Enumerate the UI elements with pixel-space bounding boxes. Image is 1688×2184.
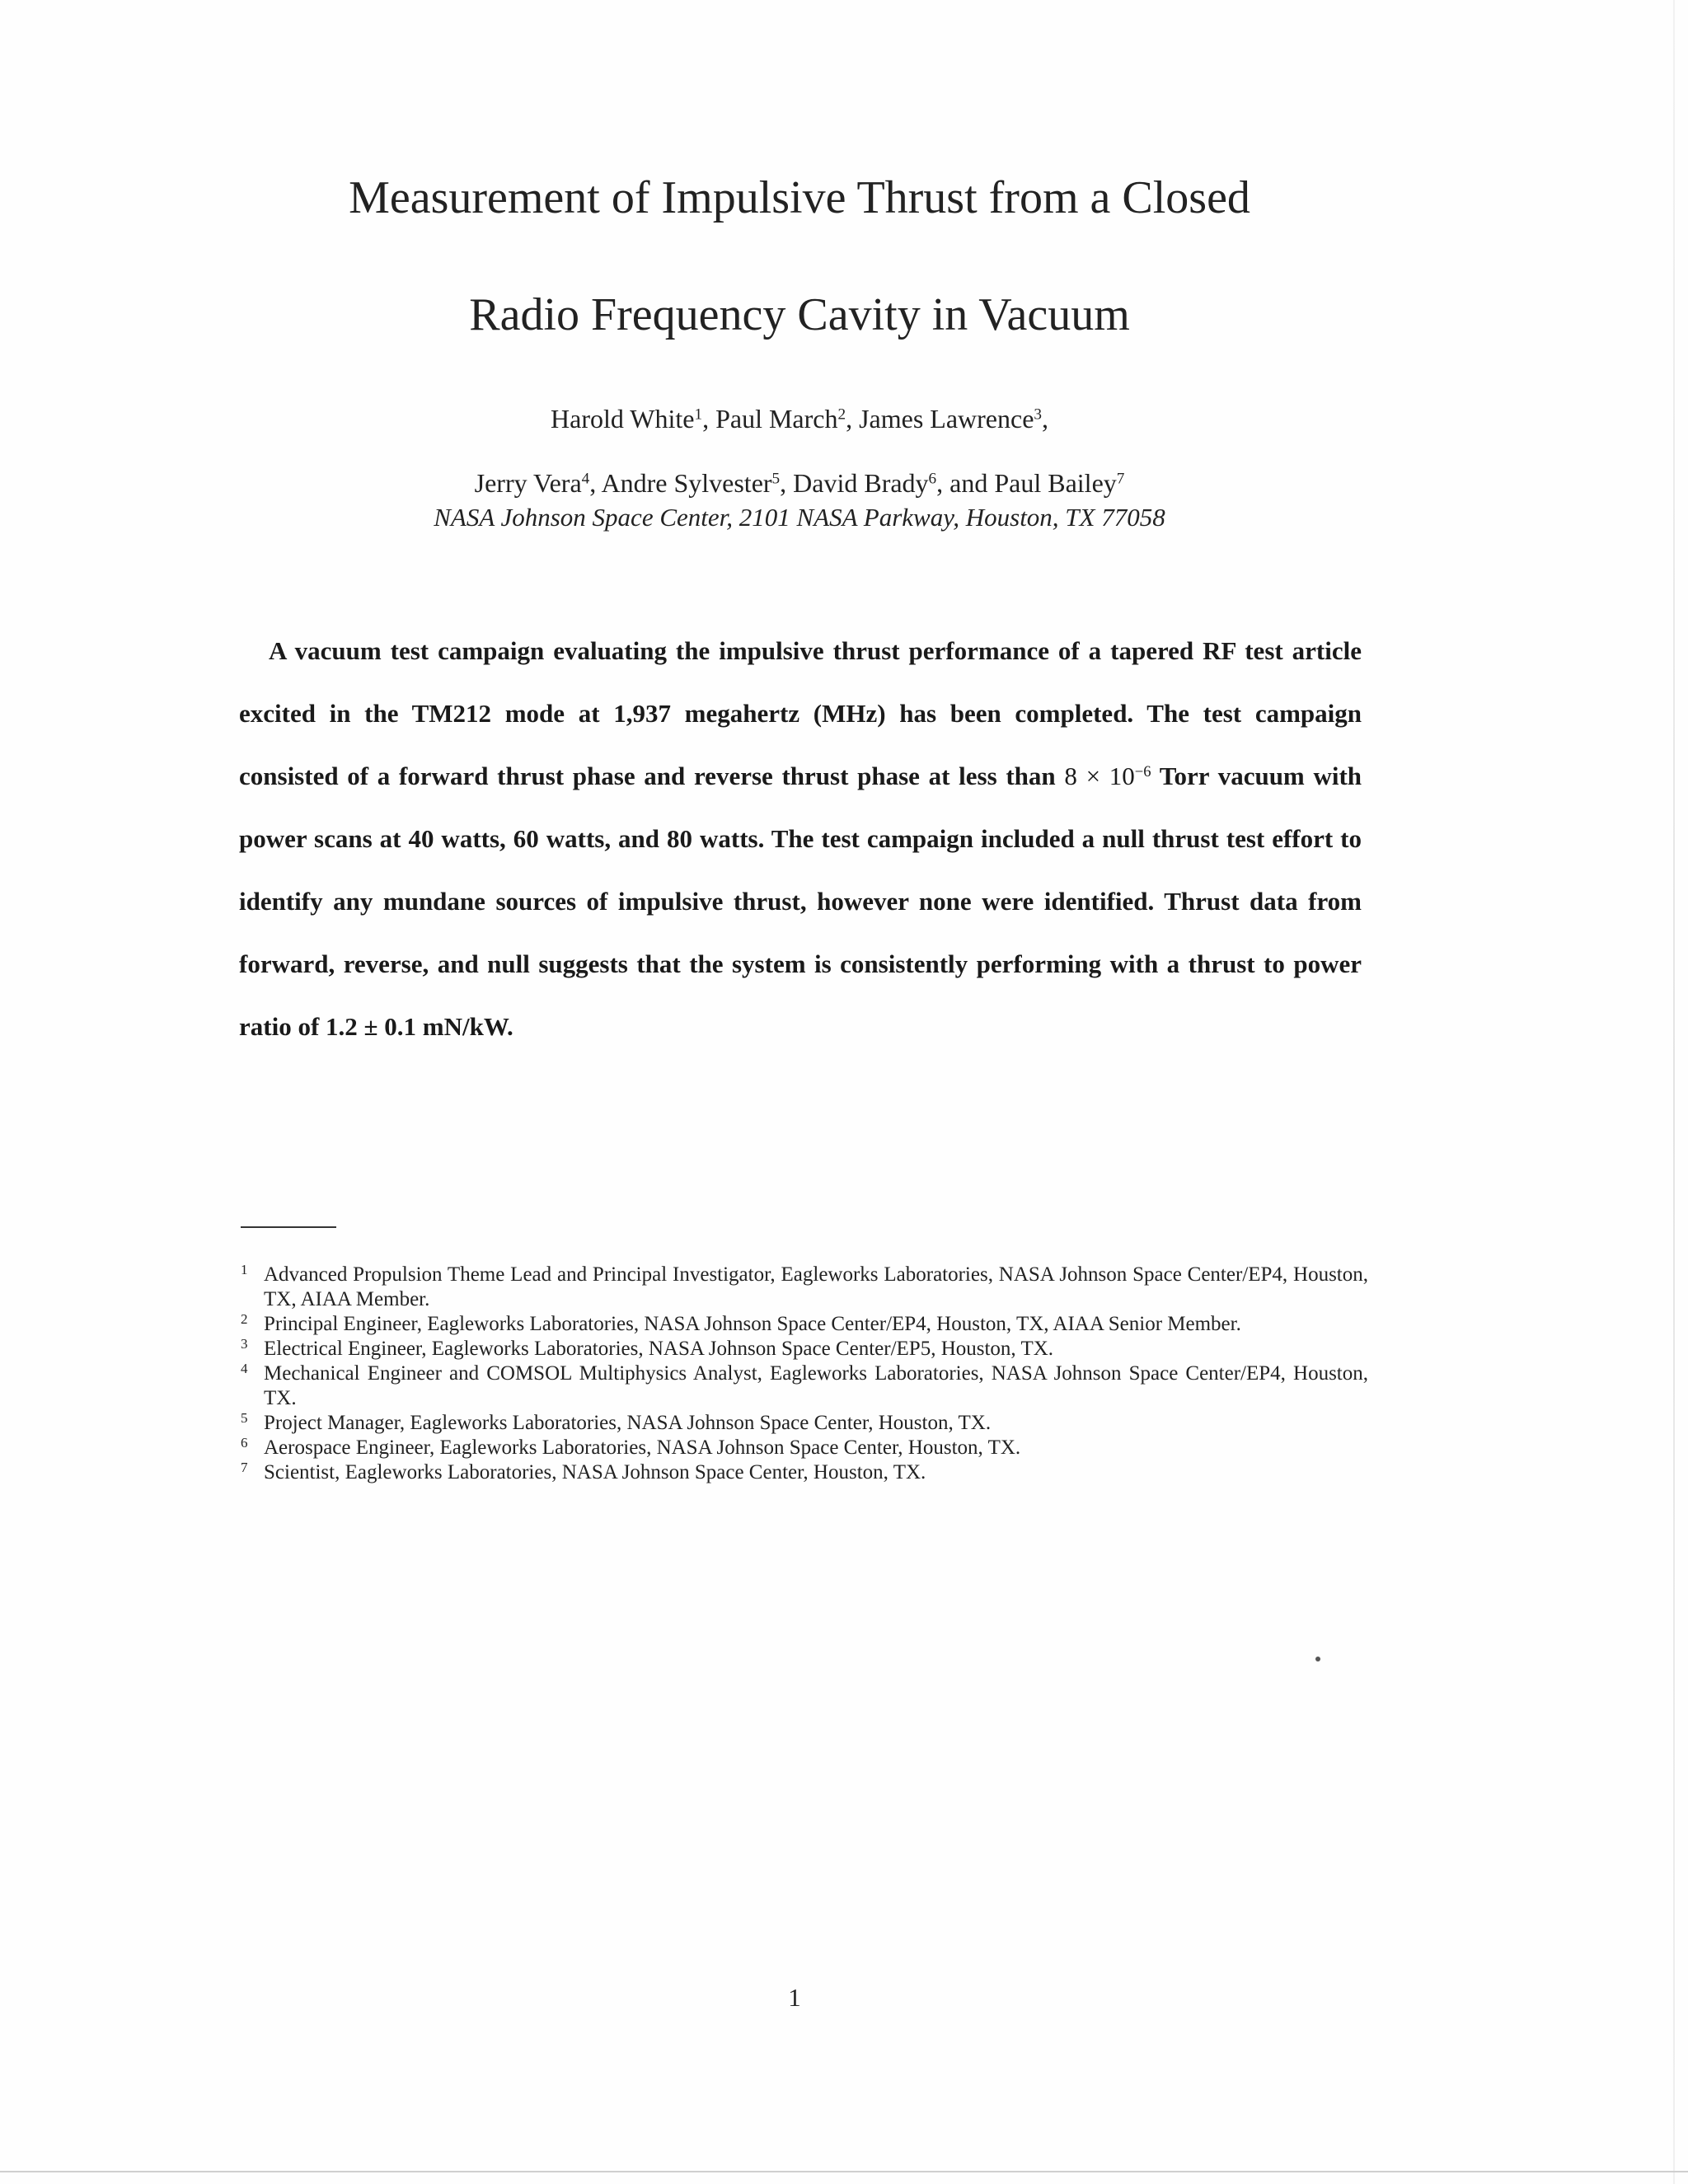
author-mark: 5 xyxy=(771,470,781,488)
paper-title-line-1: Measurement of Impulsive Thrust from a Closed xyxy=(349,172,1250,223)
footnote-number: 5 xyxy=(241,1410,248,1426)
footnote-number: 3 xyxy=(241,1336,248,1352)
author-separator: , xyxy=(780,468,794,498)
author-name: Harold White xyxy=(551,404,695,434)
author-name: David Brady xyxy=(793,468,929,498)
author-mark: 3 xyxy=(1034,405,1042,424)
author-name: Paul Bailey xyxy=(994,468,1117,498)
pressure-math-exponent: −6 xyxy=(1134,762,1151,780)
author-name: Paul March xyxy=(715,404,838,434)
author-name: Jerry Vera xyxy=(474,468,582,498)
footnote-number: 1 xyxy=(241,1262,248,1277)
footnote-number: 7 xyxy=(241,1460,248,1475)
scan-edge-bottom xyxy=(0,2171,1688,2172)
author-line-2 xyxy=(0,468,1599,499)
author-mark: 4 xyxy=(581,470,590,488)
page-number: 1 xyxy=(788,1983,801,2012)
footnote-item xyxy=(241,1263,1368,1312)
footnote-text: Principal Engineer, Eagleworks Laboratories, NASA Johnson Space Center/EP4, Houston, TX, AIAA Senior Member. xyxy=(264,1313,1241,1335)
abstract-text-part-1: A vacuum test campaign evaluating the impulsive thrust performance of a tapered RF test article excited in the TM212 mode at 1,937 megahertz (MHz) has been completed. The test campaign consisted of a forward thrust phase and reverse thrust phase at less than xyxy=(239,636,1362,790)
footnote-number: 6 xyxy=(241,1435,248,1451)
author-line-1 xyxy=(0,404,1599,434)
author-separator: , and xyxy=(936,468,995,498)
affiliation: NASA Johnson Space Center, 2101 NASA Parkway, Houston, TX 77058 xyxy=(434,503,1165,532)
scan-edge-right xyxy=(1673,0,1675,2184)
author-mark: 1 xyxy=(694,405,703,424)
author-separator: , xyxy=(846,404,860,434)
author-separator: , xyxy=(1041,404,1048,434)
abstract xyxy=(239,620,1362,1058)
author-name: Andre Sylvester xyxy=(601,468,772,498)
footnote-item xyxy=(241,1337,1368,1361)
footnote-number: 4 xyxy=(241,1361,248,1376)
author-mark: 6 xyxy=(928,470,937,488)
footnote-number: 2 xyxy=(241,1311,248,1327)
author-mark: 7 xyxy=(1116,470,1125,488)
pressure-math xyxy=(1064,762,1151,790)
scan-speck xyxy=(1315,1657,1320,1661)
paper-title-line-2: Radio Frequency Cavity in Vacuum xyxy=(469,289,1130,340)
author-name: James Lawrence xyxy=(859,404,1034,434)
footnote-rule xyxy=(241,1226,336,1228)
footnotes-list xyxy=(241,1263,1368,1485)
footnote-text: Mechanical Engineer and COMSOL Multiphysics Analyst, Eagleworks Laboratories, NASA Johnson Space Center/EP4, Houston, TX. xyxy=(264,1362,1368,1409)
footnote-item xyxy=(241,1312,1368,1337)
abstract-text-part-2: Torr vacuum with power scans at 40 watts, 60 watts, and 80 watts. The test campaign included a null thrust test effort to identify any mundane sources of impulsive thrust, however none were identified. Thrust data from forward, reverse, and null suggests that the system is consistently performing with a thrust to power ratio of 1.2 ± 0.1 mN/kW. xyxy=(239,762,1362,1041)
footnote-text: Scientist, Eagleworks Laboratories, NASA Johnson Space Center, Houston, TX. xyxy=(264,1461,926,1483)
footnote-item xyxy=(241,1411,1368,1436)
pressure-math-base: 8 × 10 xyxy=(1064,762,1135,790)
footnote-item xyxy=(241,1460,1368,1485)
footnote-text: Electrical Engineer, Eagleworks Laboratories, NASA Johnson Space Center/EP5, Houston, TX. xyxy=(264,1338,1054,1360)
footnote-text: Aerospace Engineer, Eagleworks Laboratories, NASA Johnson Space Center, Houston, TX. xyxy=(264,1436,1021,1459)
author-separator: , xyxy=(702,404,716,434)
author-mark: 2 xyxy=(837,405,846,424)
footnote-item xyxy=(241,1361,1368,1411)
footnote-text: Project Manager, Eagleworks Laboratories, NASA Johnson Space Center, Houston, TX. xyxy=(264,1412,992,1434)
footnote-text: Advanced Propulsion Theme Lead and Principal Investigator, Eagleworks Laboratories, NASA Johnson Space Center/EP4, Houston, TX, AIAA Member. xyxy=(264,1263,1368,1310)
author-separator: , xyxy=(589,468,602,498)
footnote-item xyxy=(241,1436,1368,1460)
